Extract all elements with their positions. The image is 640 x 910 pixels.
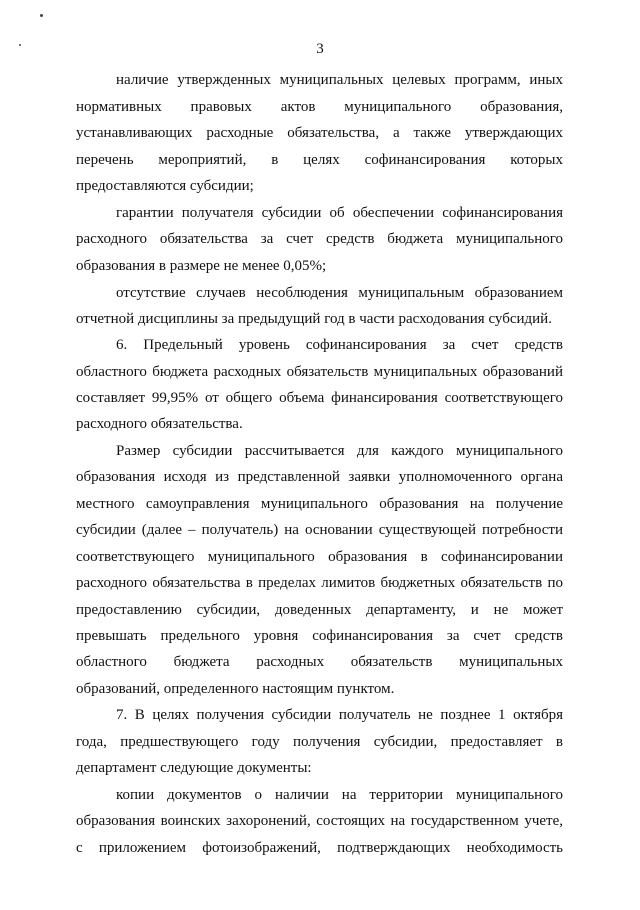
scan-speck [40,14,43,17]
text-line: областного бюджета расходных обязательств муниципальных образований [76,364,563,380]
text-line: расходного обязательства. [76,416,243,432]
text-line: составляет 99,95% от общего объема финансирования соответствующего [76,390,563,406]
text-line: отчетной дисциплины за предыдущий год в части расходования субсидий. [76,311,552,327]
text-line: превышать предельного уровня софинансирования за счет средств [76,628,563,644]
text-line: устанавливающих расходные обязательства, а также утверждающих [76,125,563,141]
text-line: Размер субсидии рассчитывается для каждого муниципального [116,443,563,459]
text-line: с приложением фотоизображений, подтверждающих необходимость [76,840,563,856]
text-line: соответствующего муниципального образования в софинансировании [76,549,563,565]
text-line: гарантии получателя субсидии об обеспечении софинансирования [116,205,563,221]
text-line: года, предшествующего году получения субсидии, предоставляет в [76,734,563,750]
text-line: образования воинских захоронений, состоящих на государственном учете, [76,813,563,829]
text-line: перечень мероприятий, в целях софинансирования которых [76,152,563,168]
text-line: образований, определенного настоящим пунктом. [76,681,395,697]
text-line: предоставляются субсидии; [76,178,254,194]
text-line: нормативных правовых актов муниципального образования, [76,99,563,115]
text-line: наличие утвержденных муниципальных целевых программ, иных [116,72,563,88]
text-line: образования в размере не менее 0,05%; [76,258,327,274]
text-line: расходного обязательства в пределах лимитов бюджетных обязательств по [76,575,563,591]
text-line: 7. В целях получения субсидии получатель не позднее 1 октября [116,707,563,723]
text-line: отсутствие случаев несоблюдения муниципальным образованием [116,285,563,301]
text-line: образования исходя из представленной заявки уполномоченного органа [76,469,563,485]
text-line: областного бюджета расходных обязательств муниципальных [76,654,563,670]
text-line: субсидии (далее – получатель) на основании существующей потребности [76,522,563,538]
text-line: копии документов о наличии на территории муниципального [116,787,563,803]
text-line: местного самоуправления муниципального образования на получение [76,496,563,512]
text-line: расходного обязательства за счет средств бюджета муниципального [76,231,563,247]
page-number: 3 [316,41,324,57]
text-line: департамент следующие документы: [76,760,312,776]
text-line: 6. Предельный уровень софинансирования за счет средств [116,337,563,353]
text-line: предоставлению субсидии, доведенных департаменту, и не может [76,602,563,618]
